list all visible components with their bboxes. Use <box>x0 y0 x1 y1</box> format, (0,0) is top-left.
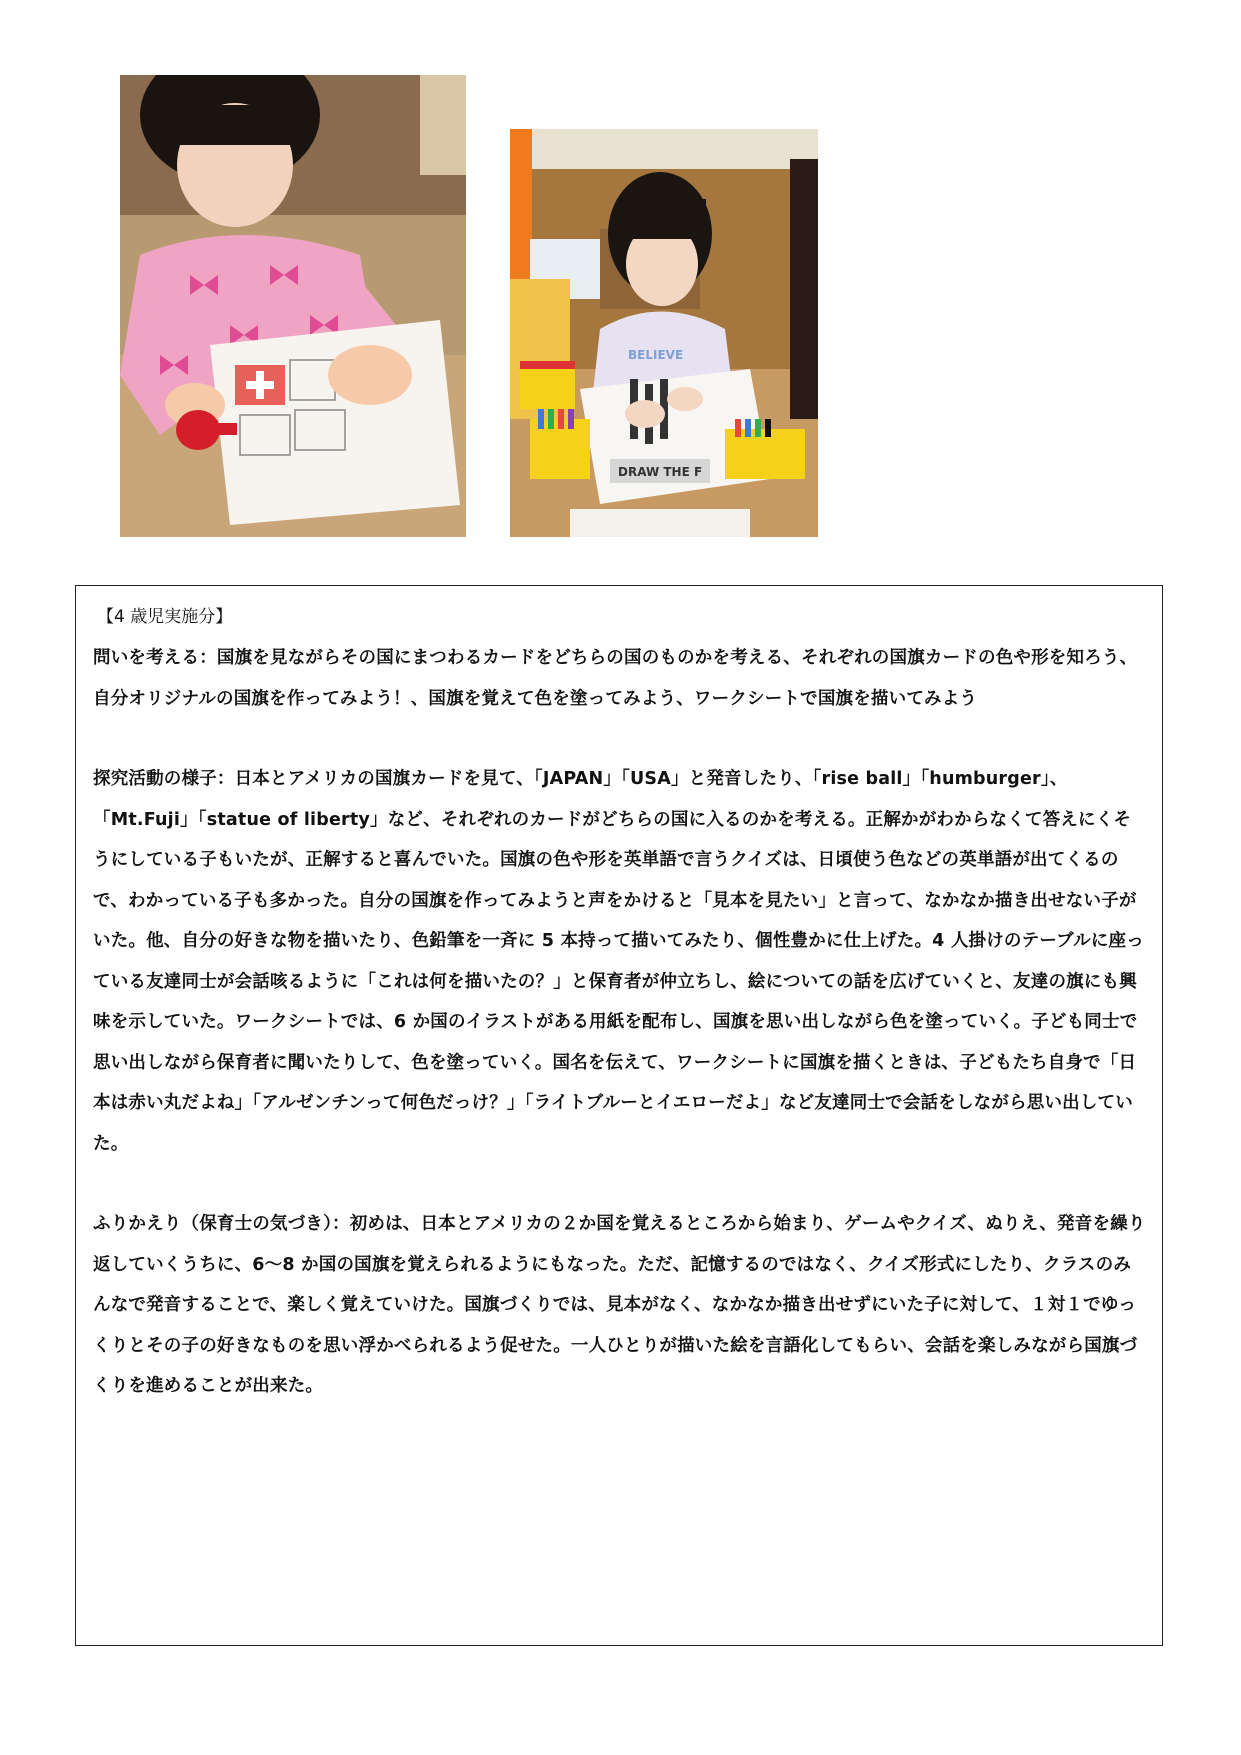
report-box <box>75 585 1163 1646</box>
paragraph-gap <box>93 1164 1147 1204</box>
questions-paragraph: 問いを考える：国旗を見ながらその国にまつわるカードをどちらの国のものかを考える、それぞれの国旗カードの色や形を知ろう、自分オリジナルの国旗を作ってみよう！、国旗を覚えて色を塗ってみよう、ワークシートで国旗を描いてみよう <box>93 648 1138 709</box>
photo-child-coloring-flags-2 <box>510 129 818 537</box>
svg-text:DRAW THE F: DRAW THE F <box>618 465 703 479</box>
reflection-paragraph: ふりかえり（保育士の気づき）：初めは、日本とアメリカの２か国を覚えるところから始まり、ゲームやクイズ、ぬりえ、発音を繰り返していくうちに、6〜8 か国の国旗を覚えられるようにもなった。ただ、記憶するのではなく、クイズ形式にしたり、クラスのみんなで発音することで、楽しく覚えていけた。国旗づくりでは、見本がなく、なかなか描き出せずにいた子に対して、１対１でゆっくりとその子の好きなものを思い浮かべられるよう促せた。一人ひとりが描いた絵を言語化してもらい、会話を楽しみながら国旗づくりを進めることが出来た。 <box>93 1214 1146 1396</box>
paragraph-gap <box>93 719 1147 759</box>
svg-text:BELIEVE: BELIEVE <box>628 348 684 362</box>
activity-paragraph: 探究活動の様子：日本とアメリカの国旗カードを見て、「JAPAN」「USA」と発音したり、「rise ball」「humburger」、「Mt.Fuji」「statue of liberty」など、それぞれのカードがどちらの国に入るのかを考える。正解かがわからなくて答えにくそうにしている子もいたが、正解すると喜んでいた。国旗の色や形を英単語で言うクイズは、日頃使う色などの英単語が出てくるので、わかっている子も多かった。自分の国旗を作ってみようと声をかけると「見本を見たい」と言って、なかなか描き出せない子がいた。他、自分の好きな物を描いたり、色鉛筆を一斉に 5 本持って描いてみたり、個性豊かに仕上げた。4 人掛けのテーブルに座っている友達同士が会話咳るように「これは何を描いたの？」と保育者が仲立ちし、絵についての話を広げていくと、友達の旗にも興味を示していた。ワークシートでは、6 か国のイラストがある用紙を配布し、国旗を思い出しながら色を塗っていく。子ども同士で思い出しながら保育者に聞いたりして、色を塗っていく。国名を伝えて、ワークシートに国旗を描くときは、子どもたち自身で「日本は赤い丸だよね」「アルゼンチンって何色だっけ？」「ライトブルーとイエローだよ」など友達同士で会話をしながら思い出していた。 <box>93 769 1144 1154</box>
photo-1-illustration <box>120 75 466 537</box>
section-heading: 【4 歳児実施分】 <box>97 607 233 627</box>
photo-2-illustration <box>510 129 818 537</box>
photo-child-coloring-flags-1 <box>120 75 466 537</box>
